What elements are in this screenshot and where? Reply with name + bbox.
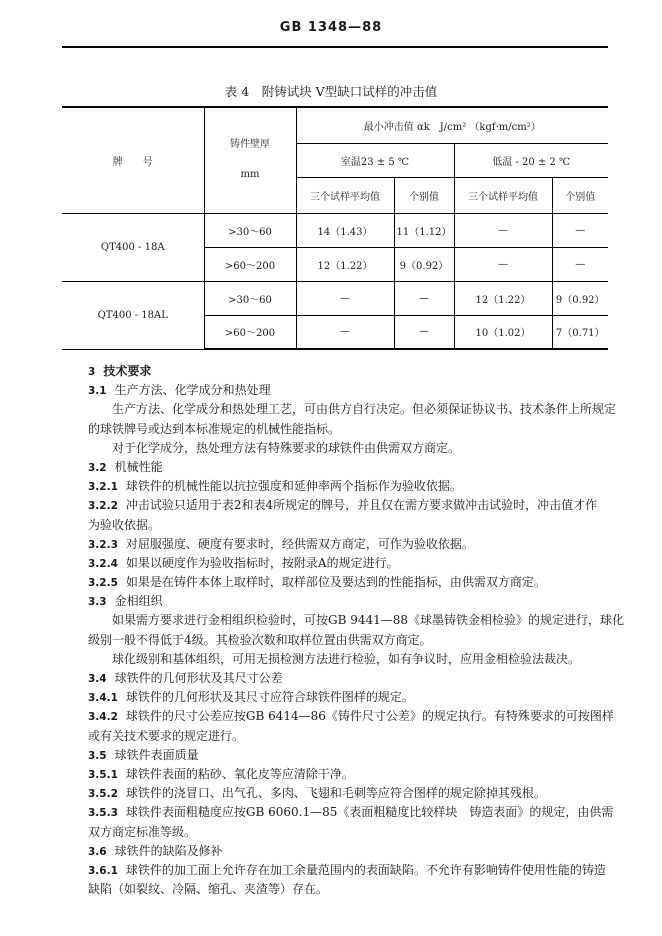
line-text: 冲击试验只适用于表2和表4所规定的牌号，并且仅在需方要求做冲击试验时，冲击值才作 bbox=[125, 498, 598, 513]
section-line bbox=[88, 535, 606, 554]
header-rule bbox=[62, 46, 608, 48]
line-text: 生产方法、化学成分和热处理 bbox=[114, 383, 271, 398]
paragraph-line bbox=[88, 611, 625, 630]
paragraph-line bbox=[88, 631, 606, 650]
low-single-cell: — bbox=[552, 213, 608, 247]
section-number: 3.2.1 bbox=[88, 481, 118, 494]
room-avg-cell: 12（1.22） bbox=[296, 247, 394, 281]
room-single-header: 个别值 bbox=[394, 177, 454, 213]
line-text: 球铁件表面质量 bbox=[114, 747, 199, 762]
line-text: 球铁件的几何形状及其尺寸公差 bbox=[114, 671, 283, 685]
line-text: 如果是在铸件本体上取样时，取样部位及要达到的性能指标，由供需双方商定。 bbox=[125, 575, 546, 590]
line-text: 金相组织 bbox=[114, 594, 163, 609]
section-line bbox=[88, 746, 606, 765]
line-text: 级别一般不得低于4级。其检验次数和取样位置由供需双方商定。 bbox=[88, 632, 432, 647]
section-line bbox=[88, 707, 614, 726]
document-header: GB 1348—88 bbox=[279, 20, 383, 35]
section-number: 3.4.1 bbox=[88, 692, 118, 705]
section-number: 3.2.4 bbox=[88, 557, 118, 570]
room-avg-cell: — bbox=[296, 281, 394, 315]
impact-value-table bbox=[62, 106, 608, 350]
section-number: 3.5.2 bbox=[88, 788, 118, 801]
room-single-cell: 9（0.92） bbox=[394, 247, 454, 281]
section-line bbox=[88, 688, 606, 707]
room-avg-cell: 14（1.43） bbox=[296, 213, 394, 247]
section-number: 3.5 bbox=[88, 749, 107, 762]
section-number: 3.5.1 bbox=[88, 768, 118, 781]
section-number: 3.4.2 bbox=[88, 711, 118, 724]
section-line bbox=[88, 842, 606, 861]
low-avg-cell: — bbox=[454, 247, 552, 281]
section-line bbox=[88, 477, 606, 496]
paragraph-line bbox=[88, 439, 606, 458]
thickness-cell: >30～60 bbox=[204, 281, 296, 315]
section-number: 3.4 bbox=[88, 673, 107, 685]
body-text bbox=[88, 362, 625, 899]
line-text: 缺陷（如裂纹、冷隔、缩孔、夹渣等）存在。 bbox=[88, 882, 329, 897]
low-avg-cell: 12（1.22） bbox=[454, 281, 552, 315]
min-impact-header: 最小冲击值 αk J/cm² （kgf·m/cm²） bbox=[296, 107, 608, 143]
line-text: 球铁件的尺寸公差应按GB 6414—86《铸件尺寸公差》的规定执行。有特殊要求的可按图样 bbox=[125, 709, 614, 724]
line-text: 对屈服强度、硬度有要求时，经供需双方商定，可作为验收依据。 bbox=[125, 536, 474, 551]
room-single-cell: — bbox=[394, 281, 454, 315]
paragraph-line bbox=[88, 420, 606, 439]
low-avg-header: 三个试样平均值 bbox=[454, 177, 552, 213]
paragraph-line bbox=[88, 400, 617, 419]
thickness-cell: >30～60 bbox=[204, 213, 296, 247]
section-line bbox=[88, 669, 606, 688]
paragraph-line bbox=[88, 650, 606, 669]
line-text: 对于化学成分，热处理方法有特殊要求的球铁件由供需双方商定。 bbox=[112, 440, 461, 455]
line-text: 或有关技术要求的规定进行。 bbox=[88, 728, 245, 743]
section-number: 3.6.1 bbox=[88, 864, 118, 877]
paragraph-line bbox=[88, 823, 606, 842]
line-text: 如果需方要求进行金相组织检验时，可按GB 9441—88《球墨铸铁金相检验》的规定进行，球化 bbox=[112, 613, 625, 628]
room-single-cell: 11（1.12） bbox=[394, 213, 454, 247]
section-number: 3.2 bbox=[88, 461, 107, 474]
line-text: 球化级别和基体组织，可用无损检测方法进行检验，如有争议时，应用金相检验法裁决。 bbox=[112, 651, 581, 666]
table-title: 表 4 附铸试块 V型缺口试样的冲击值 bbox=[224, 84, 438, 99]
line-text: 球铁件表面的粘砂、氧化皮等应清除干净。 bbox=[125, 766, 354, 781]
thickness-cell: >60～200 bbox=[204, 247, 296, 281]
section-line bbox=[88, 861, 606, 880]
low-temp-header: 低温 - 20 ± 2 ℃ bbox=[454, 143, 608, 177]
section-line bbox=[88, 381, 606, 400]
paragraph-line bbox=[88, 880, 606, 899]
low-avg-cell: 10（1.02） bbox=[454, 315, 552, 349]
section-number: 3.3 bbox=[88, 596, 107, 609]
line-text: 球铁件表面粗糙度应按GB 6060.1—85《表面粗糙度比较样块 铸造表面》的规定，由供需 bbox=[125, 805, 614, 820]
line-text: 生产方法、化学成分和热处理工艺，可由供方自行决定。但必须保证协议书、技术条件上所规定 bbox=[112, 402, 617, 417]
line-text: 球铁件的加工面上允许存在加工余量范围内的表面缺陷。不允许有影响铸件使用性能的铸造 bbox=[125, 862, 606, 877]
section-line bbox=[88, 458, 606, 477]
line-text: 为验收依据。 bbox=[88, 517, 161, 532]
low-single-cell: — bbox=[552, 247, 608, 281]
grade-header: 牌 号 bbox=[62, 107, 204, 213]
section-number: 3.2.2 bbox=[88, 500, 118, 513]
table-row bbox=[62, 281, 608, 315]
paragraph-line bbox=[88, 727, 606, 746]
section-line bbox=[88, 554, 606, 573]
low-single-cell: 7（0.71） bbox=[552, 315, 608, 349]
table-row bbox=[62, 213, 608, 247]
section-line bbox=[88, 765, 606, 784]
section-line bbox=[88, 592, 606, 611]
section-number: 3.6 bbox=[88, 845, 107, 858]
section-line bbox=[88, 784, 606, 803]
line-text: 的球铁牌号或达到本标准规定的机械性能指标。 bbox=[88, 421, 341, 436]
low-single-header: 个别值 bbox=[552, 177, 608, 213]
section-number: 3.2.5 bbox=[88, 577, 118, 590]
grade-cell: QT400 - 18AL bbox=[62, 281, 204, 349]
line-text: 球铁件的机械性能以抗拉强度和延伸率两个指标作为验收依据。 bbox=[125, 479, 462, 494]
thickness-cell: >60～200 bbox=[204, 315, 296, 349]
room-avg-header: 三个试样平均值 bbox=[296, 177, 394, 213]
section-number: 3.1 bbox=[88, 385, 107, 398]
section-line bbox=[88, 362, 606, 381]
thickness-header: 铸件壁厚 mm bbox=[204, 107, 296, 213]
grade-cell: QT400 - 18A bbox=[62, 213, 204, 281]
paragraph-line bbox=[88, 516, 606, 535]
room-single-cell: — bbox=[394, 315, 454, 349]
line-text: 球铁件的几何形状及其尺寸应符合球铁件图样的规定。 bbox=[125, 690, 414, 705]
section-line bbox=[88, 573, 606, 592]
section-number: 3 bbox=[88, 366, 96, 378]
line-text: 球铁件的缺陷及修补 bbox=[114, 843, 223, 858]
line-text: 如果以硬度作为验收指标时，按附录A的规定进行。 bbox=[125, 555, 399, 570]
section-number: 3.2.3 bbox=[88, 538, 118, 551]
section-number: 3.5.3 bbox=[88, 807, 118, 820]
section-line bbox=[88, 803, 614, 822]
room-temp-header: 室温23 ± 5 ℃ bbox=[296, 143, 454, 177]
line-text: 球铁件的浇冒口、出气孔、多肉、飞翅和毛刺等应符合图样的规定除掉其残根。 bbox=[125, 786, 546, 801]
low-avg-cell: — bbox=[454, 213, 552, 247]
line-text: 双方商定标准等级。 bbox=[88, 824, 197, 839]
section-line bbox=[88, 496, 606, 515]
line-text: 技术要求 bbox=[103, 364, 152, 378]
line-text: 机械性能 bbox=[114, 459, 163, 474]
room-avg-cell: — bbox=[296, 315, 394, 349]
low-single-cell: 9（0.92） bbox=[552, 281, 608, 315]
